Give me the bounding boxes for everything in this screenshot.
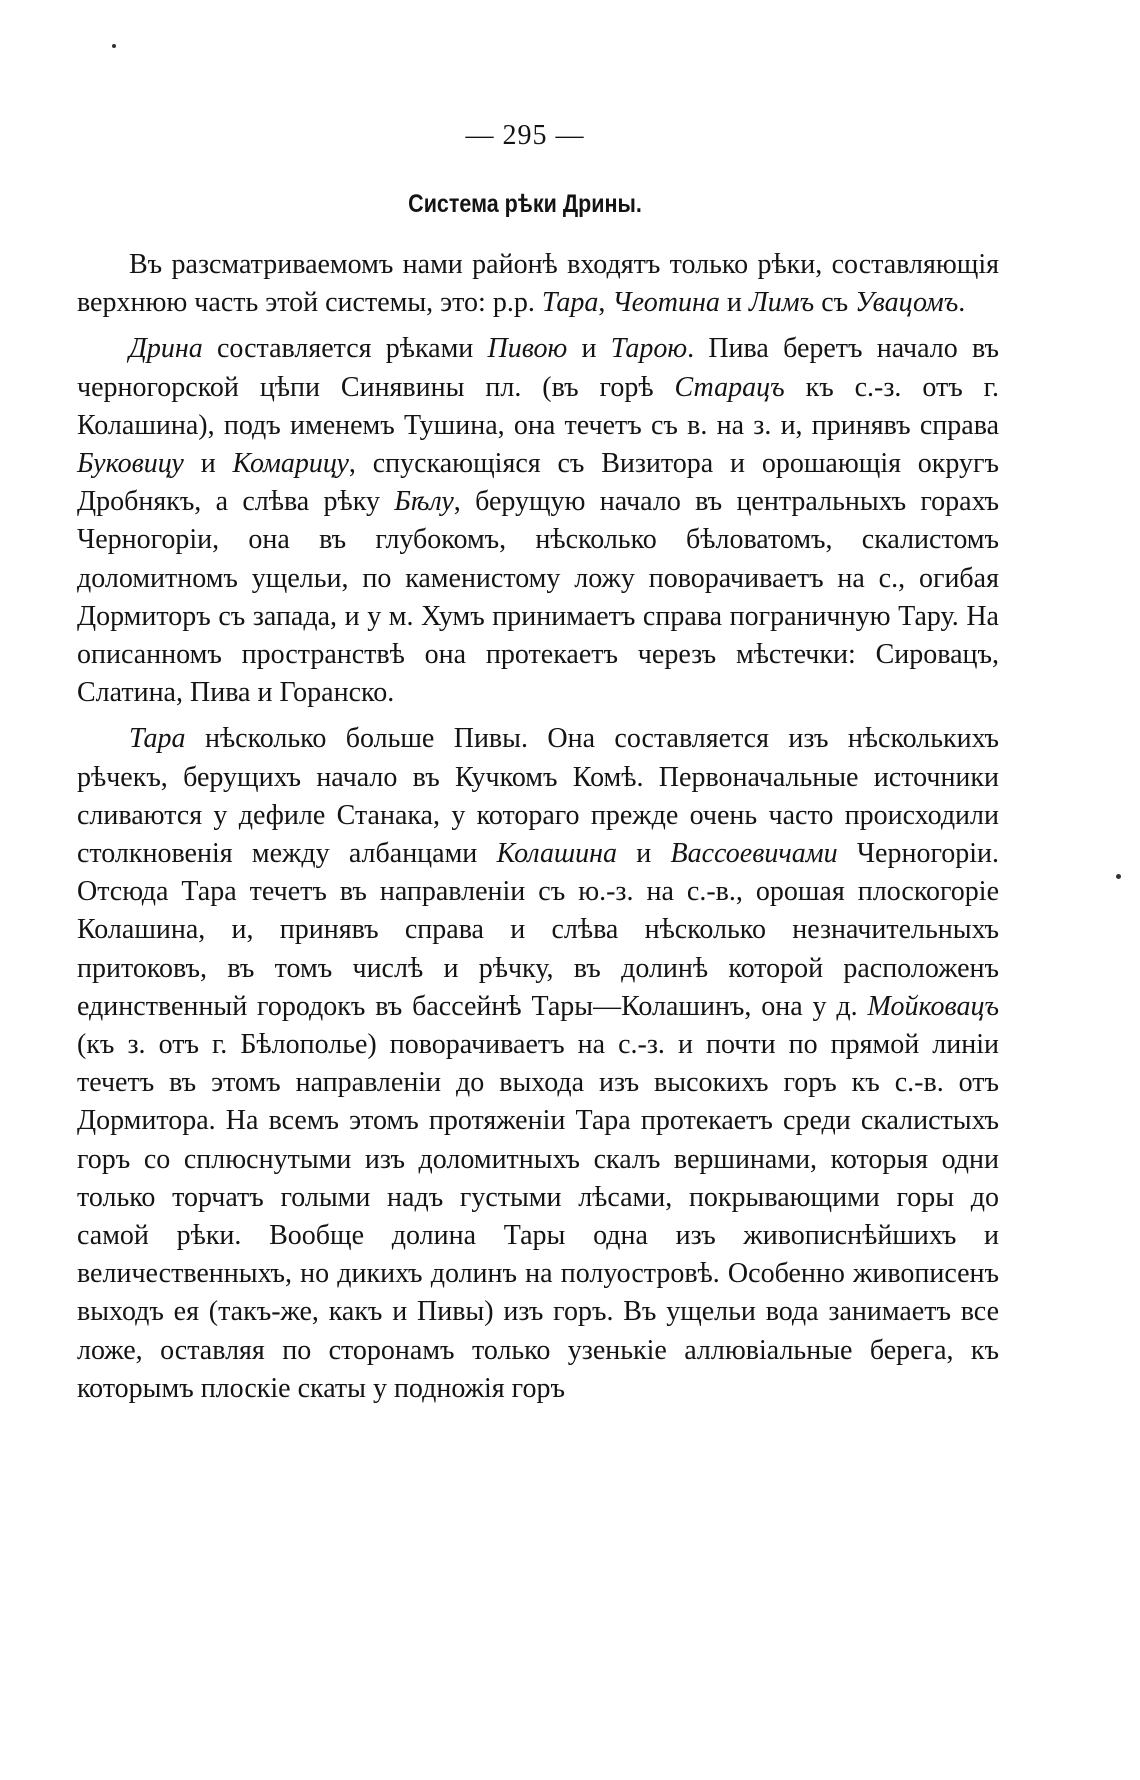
italic-name: Колашина [496, 838, 617, 870]
paragraph-2 [77, 330, 999, 712]
italic-name: Тарою [610, 333, 688, 365]
section-heading: Система рѣки Дрины. [408, 190, 642, 218]
print-speck [1116, 874, 1121, 879]
italic-name: Комарицу [232, 448, 349, 480]
italic-name: Тара [541, 287, 599, 319]
text-run: къ с.-з. отъ г. Колашина), подъ именемъ Тушина, она течетъ съ в. на з. и, принявъ справа [77, 371, 999, 441]
page-number: — 295 — [465, 120, 585, 151]
print-speck [112, 44, 116, 48]
text-run: . Пива беретъ начало въ черногорской цѣпи Синявины пл. (въ горѣ [77, 333, 1000, 403]
italic-name: Пивою [487, 333, 568, 365]
italic-name: Увацомъ [855, 287, 959, 319]
italic-name: Старацъ [674, 371, 785, 403]
text-run: и [567, 333, 611, 365]
italic-name: Чеотина [612, 287, 720, 319]
text-run: , спускающіяся съ Визитора и орошающія округъ Дробнякъ, а слѣва рѣку [77, 448, 1000, 518]
text-run: и [183, 448, 233, 480]
text-run: съ [814, 287, 856, 319]
text-run: Черногоріи. Отсюда Тара течетъ въ направленіи съ ю.-з. на с.-в., орошая плоскогоріе Колашина, и, принявъ справа и слѣва нѣсколько незначительныхъ притоковъ, въ томъ числѣ и рѣчку, въ долинѣ которой расположенъ единственный городокъ въ бассейнѣ Тары—Колашинъ, она у д. [77, 838, 999, 1022]
text-run: Въ разсматриваемомъ нами районѣ входятъ только рѣки, составляющія верхнюю часть этой системы, это: р.р. [77, 249, 999, 319]
italic-name: Бѣлу [394, 486, 454, 518]
italic-name: Дрина [129, 333, 203, 365]
italic-name: Тара [129, 723, 186, 755]
text-run: , [598, 287, 613, 319]
text-run: (къ з. отъ г. Бѣлополье) поворачиваетъ на с.-з. и почти по прямой линіи течетъ въ этомъ направленіи до выхода изъ высокихъ горъ къ с.-в. отъ Дормитора. На всемъ этомъ протяженіи Тара протекаетъ среди скалистыхъ горъ со сплюснутыми изъ доломитныхъ скалъ вершинами, которыя одни только торчатъ голыми надъ густыми лѣсами, покрывающими горы до самой рѣки. Вообще долина Тары одна изъ живописнѣйшихъ и величественныхъ, но дикихъ долинъ на полуостровѣ. Особенно живописенъ выходъ ея (такъ-же, какъ и Пивы) изъ горъ. Въ ущельи вода занимаетъ все ложе, оставляя по сторонамъ только узенькіе аллювіальные берега, къ которымъ плоскіе скаты у подножія горъ [77, 1029, 999, 1404]
text-run: . [958, 287, 966, 319]
body-text [77, 246, 999, 1408]
paragraph-1 [77, 246, 999, 322]
text-run: составляется рѣками [202, 333, 488, 365]
text-run: и [719, 287, 749, 319]
text-run: нѣсколько больше Пивы. Она составляется изъ нѣсколькихъ рѣчекъ, берущихъ начало въ Кучкомъ Комѣ. Первоначальные источники сливаются у дефиле Станака, у котораго прежде очень часто происходили столкновенія между албанцами [77, 723, 999, 870]
paragraph-3 [77, 720, 999, 1408]
italic-name: Вассоевичами [670, 838, 838, 870]
italic-name: Мойковацъ [867, 990, 999, 1022]
text-run: и [616, 838, 671, 870]
text-run: , берущую начало въ центральныхъ горахъ Черногоріи, она въ глубокомъ, нѣсколько бѣловатомъ, скалистомъ доломитномъ ущельи, по каменистому ложу поворачиваетъ на с., огибая Дормиторъ съ запада, и у м. Хумъ принимаетъ справа пограничную Тару. На описанномъ пространствѣ она протекаетъ черезъ мѣстечки: Сировацъ, Слатина, Пива и Горанско. [77, 486, 999, 709]
italic-name: Буковицу [77, 448, 184, 480]
italic-name: Лимъ [748, 287, 815, 319]
